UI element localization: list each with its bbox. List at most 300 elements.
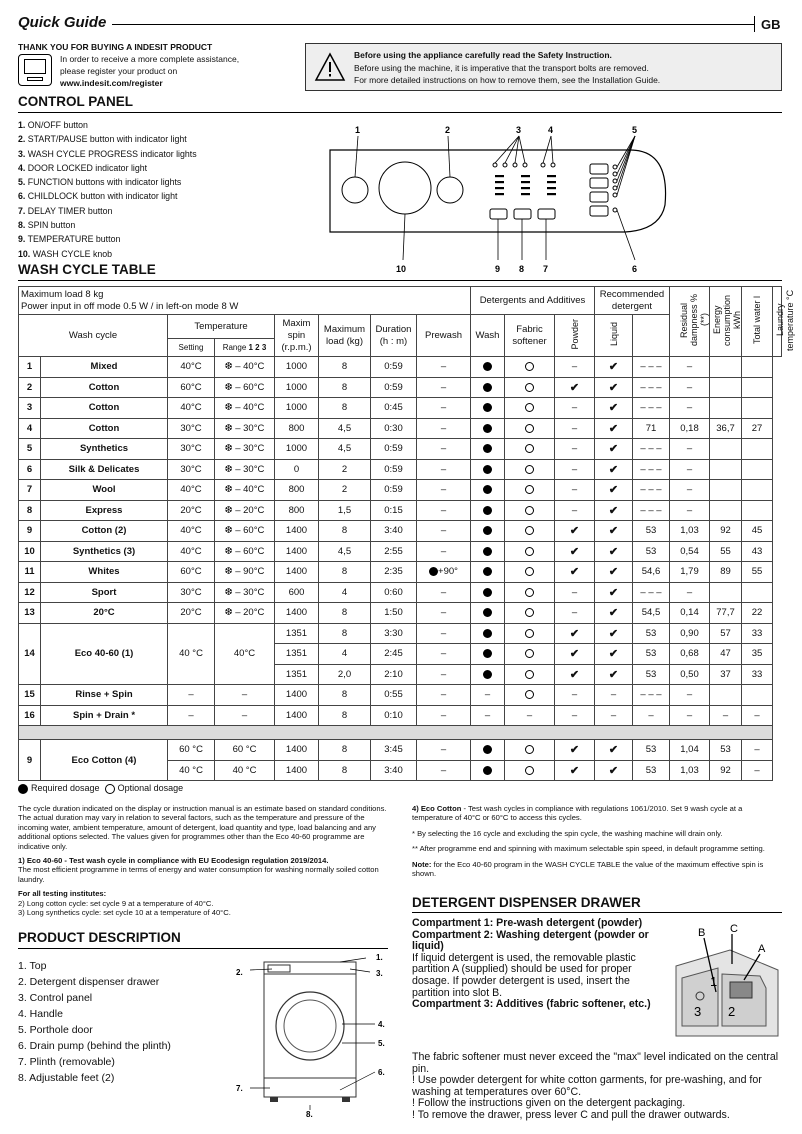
table-cell: 0:59 bbox=[371, 459, 417, 480]
table-cell bbox=[471, 760, 505, 781]
table-cell: 20°C bbox=[41, 603, 168, 624]
control-panel-item: 4. DOOR LOCKED indicator light bbox=[18, 162, 148, 173]
product-part-item: 2. Detergent dispenser drawer bbox=[18, 976, 160, 988]
table-cell: 800 bbox=[275, 480, 319, 501]
control-panel-item: 2. START/PAUSE button with indicator light bbox=[18, 134, 187, 145]
register-url[interactable]: www.indesit.com/register bbox=[60, 78, 163, 88]
table-cell: ✔ bbox=[555, 664, 595, 685]
table-cell: – bbox=[417, 740, 471, 761]
table-cell: 60°C bbox=[168, 377, 215, 398]
control-panel-item: 6. CHILDLOCK button with indicator light bbox=[18, 191, 178, 202]
table-cell: 8 bbox=[319, 562, 371, 583]
table-cell: ❆ – 40°C bbox=[215, 480, 275, 501]
table-cell: ✔ bbox=[595, 521, 633, 542]
table-cell: 0:59 bbox=[371, 357, 417, 378]
optional-ring-icon bbox=[525, 362, 534, 371]
table-row bbox=[19, 582, 782, 603]
table-cell: – – – bbox=[633, 357, 670, 378]
table-cell: ✔ bbox=[595, 500, 633, 521]
table-cell: 36,7 bbox=[710, 418, 742, 439]
table-cell: – bbox=[417, 521, 471, 542]
table-cell: – bbox=[670, 500, 710, 521]
table-cell: – bbox=[670, 582, 710, 603]
safety-line-2: For more detailed instructions on how to remove them, see the Installation Guide. bbox=[354, 75, 661, 85]
water-header: Total water l bbox=[742, 287, 773, 357]
callout-1: 1. bbox=[376, 953, 383, 962]
table-cell bbox=[505, 685, 555, 706]
table-cell: 60 °C bbox=[168, 740, 215, 761]
table-cell: 1000 bbox=[275, 439, 319, 460]
table-cell: Synthetics (3) bbox=[41, 541, 168, 562]
table-cell: 1400 bbox=[275, 603, 319, 624]
table-cell bbox=[471, 582, 505, 603]
product-part-item: 7. Plinth (removable) bbox=[18, 1056, 115, 1068]
table-cell: 12 bbox=[19, 582, 41, 603]
required-dot-icon bbox=[483, 745, 492, 754]
table-cell: – bbox=[670, 357, 710, 378]
table-cell: – bbox=[417, 439, 471, 460]
callout-10: 10 bbox=[396, 264, 407, 274]
optional-ring-icon bbox=[525, 465, 534, 474]
table-cell: ✔ bbox=[595, 603, 633, 624]
table-cell: – bbox=[670, 705, 710, 726]
table-cell bbox=[742, 459, 773, 480]
table-cell bbox=[742, 377, 773, 398]
table-cell: 55 bbox=[742, 562, 773, 583]
callout-2: 2 bbox=[445, 125, 451, 135]
required-dot-icon bbox=[483, 608, 492, 617]
table-cell: Sport bbox=[41, 582, 168, 603]
table-cell bbox=[505, 377, 555, 398]
safety-title: Before using the appliance carefully read the Safety Instruction. bbox=[354, 50, 612, 60]
header-tick bbox=[754, 16, 755, 32]
range-header: Range 1 2 3 bbox=[215, 339, 275, 357]
table-cell: 20°C bbox=[168, 603, 215, 624]
table-cell: – bbox=[670, 685, 710, 706]
table-cell: 0,54 bbox=[670, 541, 710, 562]
table-cell: 40°C bbox=[168, 541, 215, 562]
energy-header: Energy consumption kWh bbox=[710, 287, 742, 357]
table-cell: 600 bbox=[275, 582, 319, 603]
computer-icon bbox=[18, 54, 52, 86]
table-row bbox=[19, 439, 782, 460]
table-cell: 1000 bbox=[275, 357, 319, 378]
table-row bbox=[19, 377, 782, 398]
detergent-drawer-heading: DETERGENT DISPENSER DRAWER bbox=[412, 895, 641, 910]
eco-note: 1) Eco 40-60 - Test wash cycle in compliance with EU Ecodesign regulation 2019/2014. The most efficient programme in terms of energy and water consumption for washing normally soiled cotton laundry. bbox=[18, 856, 379, 884]
table-cell bbox=[471, 623, 505, 644]
table-cell: – bbox=[417, 418, 471, 439]
safety-line-1: Before using the machine, it is imperative that the transport bolts are removed. bbox=[354, 63, 649, 73]
table-cell: 0:15 bbox=[371, 500, 417, 521]
table-cell: 14 bbox=[19, 623, 41, 685]
optional-ring-icon bbox=[525, 403, 534, 412]
table-cell: ✔ bbox=[555, 521, 595, 542]
table-cell: 0:55 bbox=[371, 685, 417, 706]
table-cell: 2 bbox=[319, 459, 371, 480]
table-cell: – bbox=[215, 705, 275, 726]
table-cell: – bbox=[417, 500, 471, 521]
table-row bbox=[19, 705, 782, 726]
optional-ring-icon bbox=[105, 784, 115, 794]
table-cell bbox=[505, 603, 555, 624]
table-cell bbox=[471, 562, 505, 583]
product-part-item: 4. Handle bbox=[18, 1008, 63, 1020]
function-buttons bbox=[590, 164, 617, 216]
table-row bbox=[19, 740, 782, 761]
table-cell: 2,0 bbox=[319, 664, 371, 685]
table-cell: – bbox=[670, 398, 710, 419]
optional-ring-icon bbox=[525, 690, 534, 699]
table-cell: – bbox=[555, 357, 595, 378]
table-cell: 53 bbox=[633, 541, 670, 562]
optional-ring-icon bbox=[525, 424, 534, 433]
table-cell: 5 bbox=[19, 439, 41, 460]
table-cell: 0:60 bbox=[371, 582, 417, 603]
table-cell: – – – bbox=[633, 377, 670, 398]
display-segments bbox=[495, 175, 556, 195]
table-cell: ❆ – 60°C bbox=[215, 521, 275, 542]
table-cell: 1,79 bbox=[670, 562, 710, 583]
table-row bbox=[19, 398, 782, 419]
table-cell: – bbox=[555, 685, 595, 706]
footnotes bbox=[412, 804, 784, 884]
table-cell bbox=[742, 398, 773, 419]
table-cell: ✔ bbox=[595, 664, 633, 685]
required-dot-icon bbox=[483, 383, 492, 392]
table-cell: 8 bbox=[319, 760, 371, 781]
table-cell: 0,14 bbox=[670, 603, 710, 624]
detergent-tips: The fabric softener must never exceed the "max" level indicated on the central pin. ! Use powder detergent for white cotton garments, for pre-washing, and for washing at temperatures over 60°C. ! Follow the instructions given on the detergent packaging. ! To remove the drawer, press lever C and pull the drawer outwards. bbox=[412, 1051, 779, 1121]
product-part-item: 5. Porthole door bbox=[18, 1024, 93, 1036]
required-dot-icon bbox=[483, 649, 492, 658]
table-cell: – bbox=[505, 705, 555, 726]
table-cell: – – – bbox=[633, 398, 670, 419]
duration-note: The cycle duration indicated on the display or instruction manual is an estimate based on standard conditions. The actual duration may vary in relation to several factors, such as the temperature and pressure of the incoming water, ambient temperature, amount of detergent, load quantity and type, load balancing and any additional options selected. The values given for programmes other than the Eco 40-60 programme are indicative only. bbox=[18, 804, 387, 851]
table-row bbox=[19, 541, 782, 562]
table-cell bbox=[505, 582, 555, 603]
section-rule bbox=[412, 912, 782, 913]
required-dot-icon bbox=[483, 444, 492, 453]
table-cell: 1400 bbox=[275, 685, 319, 706]
table-cell bbox=[505, 541, 555, 562]
control-panel-item: 8. SPIN button bbox=[18, 220, 76, 231]
table-cell: ❆ – 60°C bbox=[215, 541, 275, 562]
table-cell: 8 bbox=[319, 705, 371, 726]
table-cell: – bbox=[555, 480, 595, 501]
control-panel-diagram bbox=[325, 120, 670, 280]
table-cell: 0,50 bbox=[670, 664, 710, 685]
table-cell: 0,68 bbox=[670, 644, 710, 665]
table-cell: 40°C bbox=[168, 357, 215, 378]
table-cell: ❆ – 20°C bbox=[215, 603, 275, 624]
table-cell: Whites bbox=[41, 562, 168, 583]
table-cell bbox=[505, 521, 555, 542]
table-cell: – bbox=[710, 705, 742, 726]
temperature-header: Temperature bbox=[168, 315, 275, 339]
table-cell: 27 bbox=[742, 418, 773, 439]
required-dot-icon bbox=[483, 424, 492, 433]
table-cell: Cotton bbox=[41, 398, 168, 419]
table-cell: 0:30 bbox=[371, 418, 417, 439]
language-code: GB bbox=[761, 17, 781, 32]
table-cell: Cotton (2) bbox=[41, 521, 168, 542]
table-cell: 4 bbox=[319, 582, 371, 603]
table-cell: 43 bbox=[742, 541, 773, 562]
dispenser-drawer-diagram bbox=[670, 918, 782, 1046]
compartment-2: Compartment 2: Washing detergent (powder or liquid) bbox=[412, 928, 649, 953]
table-cell bbox=[471, 644, 505, 665]
table-cell bbox=[505, 439, 555, 460]
section-rule bbox=[18, 280, 782, 281]
optional-ring-icon bbox=[525, 629, 534, 638]
section-rule bbox=[18, 948, 388, 949]
table-cell: ❆ – 30°C bbox=[215, 439, 275, 460]
table-cell bbox=[505, 760, 555, 781]
table-cell: – bbox=[168, 705, 215, 726]
table-cell: – bbox=[417, 705, 471, 726]
table-cell: 0 bbox=[275, 459, 319, 480]
table-cell bbox=[742, 582, 773, 603]
table-cell: 92 bbox=[710, 760, 742, 781]
progress-indicator-lights bbox=[493, 163, 555, 167]
callout-8: 8 bbox=[519, 264, 525, 274]
table-cell: 1,04 bbox=[670, 740, 710, 761]
table-cell: 2 bbox=[19, 377, 41, 398]
required-dot-icon bbox=[483, 567, 492, 576]
thanks-line-2: please register your product on bbox=[60, 66, 178, 76]
table-cell: 8 bbox=[319, 377, 371, 398]
washer-front-diagram bbox=[230, 950, 395, 1120]
table-cell: ✔ bbox=[555, 377, 595, 398]
table-cell: 9 bbox=[19, 740, 41, 781]
label-c: C bbox=[730, 923, 738, 935]
table-cell bbox=[710, 459, 742, 480]
table-cell bbox=[742, 500, 773, 521]
table-cell: 54,6 bbox=[633, 562, 670, 583]
table-cell: ❆ – 40°C bbox=[215, 357, 275, 378]
table-cell: 22 bbox=[742, 603, 773, 624]
table-cell: ✔ bbox=[595, 562, 633, 583]
table-cell: – bbox=[595, 685, 633, 706]
table-cell: – bbox=[168, 685, 215, 706]
required-dot-icon bbox=[483, 526, 492, 535]
spin-drain-note: * By selecting the 16 cycle and excluding the spin cycle, the washing machine will drain only. bbox=[412, 828, 723, 838]
callout-5: 5. bbox=[378, 1039, 385, 1048]
table-cell: 8 bbox=[319, 740, 371, 761]
table-cell: 3 bbox=[19, 398, 41, 419]
table-cell: – bbox=[670, 480, 710, 501]
table-cell: – bbox=[417, 541, 471, 562]
table-cell: – bbox=[417, 357, 471, 378]
table-cell bbox=[710, 439, 742, 460]
table-cell: 1400 bbox=[275, 705, 319, 726]
table-cell: 60 °C bbox=[215, 740, 275, 761]
table-cell: 57 bbox=[710, 623, 742, 644]
control-panel-item: 10. WASH CYCLE knob bbox=[18, 248, 113, 259]
table-cell: 33 bbox=[742, 664, 773, 685]
table-cell: 4 bbox=[319, 644, 371, 665]
table-cell: 40°C bbox=[168, 521, 215, 542]
table-row bbox=[19, 603, 782, 624]
compartment-1: Compartment 1: Pre-wash detergent (powder) bbox=[412, 917, 643, 929]
table-cell: 0,18 bbox=[670, 418, 710, 439]
table-cell: 4,5 bbox=[319, 418, 371, 439]
load-header: Maximum load (kg) bbox=[319, 315, 371, 357]
optional-ring-icon bbox=[525, 526, 534, 535]
table-cell: 47 bbox=[710, 644, 742, 665]
table-cell: – bbox=[417, 603, 471, 624]
table-cell: 37 bbox=[710, 664, 742, 685]
table-spacer bbox=[19, 726, 782, 740]
table-cell: 71 bbox=[633, 418, 670, 439]
table-cell bbox=[710, 398, 742, 419]
table-cell bbox=[471, 418, 505, 439]
table-cell: 33 bbox=[742, 623, 773, 644]
dosage-legend: Required dosage Optional dosage bbox=[18, 783, 183, 794]
table-cell bbox=[471, 664, 505, 685]
table-cell: 1351 bbox=[275, 664, 319, 685]
table-cell bbox=[471, 603, 505, 624]
table-cell bbox=[471, 439, 505, 460]
table-cell bbox=[471, 459, 505, 480]
table-cell bbox=[710, 377, 742, 398]
table-cell: 11 bbox=[19, 562, 41, 583]
quick-guide-title: Quick Guide bbox=[18, 14, 107, 31]
optional-ring-icon bbox=[525, 649, 534, 658]
table-cell bbox=[505, 459, 555, 480]
table-row bbox=[19, 418, 782, 439]
table-cell: 30°C bbox=[168, 418, 215, 439]
table-row bbox=[19, 459, 782, 480]
table-cell bbox=[471, 357, 505, 378]
wash-cycle-header: Wash cycle bbox=[19, 315, 168, 357]
table-cell: Mixed bbox=[41, 357, 168, 378]
table-cell bbox=[505, 664, 555, 685]
table-cell: Cotton bbox=[41, 377, 168, 398]
table-cell: ✔ bbox=[595, 480, 633, 501]
table-cell: 1,5 bbox=[319, 500, 371, 521]
product-part-item: 8. Adjustable feet (2) bbox=[18, 1072, 115, 1084]
table-cell bbox=[505, 623, 555, 644]
required-dot-icon bbox=[483, 403, 492, 412]
optional-ring-icon bbox=[525, 506, 534, 515]
optional-ring-icon bbox=[525, 670, 534, 679]
table-cell: 16 bbox=[19, 705, 41, 726]
table-cell: Express bbox=[41, 500, 168, 521]
table-cell: ✔ bbox=[555, 541, 595, 562]
table-cell: ❆ – 40°C bbox=[215, 398, 275, 419]
table-cell: – bbox=[742, 740, 773, 761]
table-cell: ✔ bbox=[595, 740, 633, 761]
table-cell: 10 bbox=[19, 541, 41, 562]
table-cell: ❆ – 30°C bbox=[215, 582, 275, 603]
spin-value-note: Note: for the Eco 40-60 program in the WASH CYCLE TABLE the value of the maximum effective spin is shown. bbox=[412, 859, 764, 879]
temperature-button-shape bbox=[490, 209, 507, 219]
control-panel-item: 5. FUNCTION buttons with indicator lights bbox=[18, 177, 182, 188]
required-dot-icon bbox=[483, 766, 492, 775]
table-cell: 40°C bbox=[168, 398, 215, 419]
optional-ring-icon bbox=[525, 766, 534, 775]
table-cell: 20°C bbox=[168, 500, 215, 521]
table-cell bbox=[471, 377, 505, 398]
table-cell: 40 °C bbox=[168, 623, 215, 685]
table-cell: Synthetics bbox=[41, 439, 168, 460]
header-rule bbox=[112, 24, 754, 25]
table-cell: 77,7 bbox=[710, 603, 742, 624]
table-cell: 1400 bbox=[275, 760, 319, 781]
softener-header: Fabric softener bbox=[505, 315, 555, 357]
table-cell bbox=[505, 562, 555, 583]
table-cell bbox=[742, 480, 773, 501]
table-cell: – bbox=[417, 377, 471, 398]
table-cell: ✔ bbox=[595, 623, 633, 644]
table-cell bbox=[505, 418, 555, 439]
table-cell: 3:45 bbox=[371, 740, 417, 761]
table-cell: 8 bbox=[319, 603, 371, 624]
table-cell bbox=[471, 480, 505, 501]
table-cell: ✔ bbox=[595, 459, 633, 480]
table-cell: 1351 bbox=[275, 623, 319, 644]
table-cell bbox=[471, 398, 505, 419]
table-cell: 1400 bbox=[275, 562, 319, 583]
table-cell: – bbox=[670, 459, 710, 480]
required-dot-icon bbox=[18, 784, 28, 794]
table-cell bbox=[710, 480, 742, 501]
table-cell: ✔ bbox=[595, 398, 633, 419]
table-cell: – bbox=[417, 459, 471, 480]
required-dot-icon bbox=[483, 670, 492, 679]
table-cell: 1400 bbox=[275, 541, 319, 562]
table-cell: ✔ bbox=[595, 582, 633, 603]
product-part-item: 1. Top bbox=[18, 960, 47, 972]
table-cell bbox=[505, 644, 555, 665]
table-cell: – – – bbox=[633, 500, 670, 521]
callout-6: 6 bbox=[632, 264, 638, 274]
table-cell: Cotton bbox=[41, 418, 168, 439]
table-cell bbox=[505, 740, 555, 761]
table-cell bbox=[471, 500, 505, 521]
table-row bbox=[19, 480, 782, 501]
table-cell: 13 bbox=[19, 603, 41, 624]
table-cell bbox=[710, 582, 742, 603]
table-cell: ✔ bbox=[595, 418, 633, 439]
control-panel-heading: CONTROL PANEL bbox=[18, 94, 134, 109]
table-cell: 30°C bbox=[168, 439, 215, 460]
table-cell: 1400 bbox=[275, 521, 319, 542]
table-cell: 3:40 bbox=[371, 760, 417, 781]
table-cell: – bbox=[471, 685, 505, 706]
table-cell: – bbox=[555, 439, 595, 460]
table-cell: 3:40 bbox=[371, 521, 417, 542]
table-cell: – bbox=[417, 644, 471, 665]
table-cell: – bbox=[417, 582, 471, 603]
table-cell: ✔ bbox=[555, 623, 595, 644]
table-cell: 54,5 bbox=[633, 603, 670, 624]
table-cell: 2 bbox=[319, 480, 371, 501]
callout-9: 9 bbox=[495, 264, 501, 274]
optional-ring-icon bbox=[525, 608, 534, 617]
optional-ring-icon bbox=[525, 567, 534, 576]
wash-cycle-table-heading: WASH CYCLE TABLE bbox=[18, 262, 156, 277]
callout-6: 6. bbox=[378, 1068, 385, 1077]
compartment-3: Compartment 3: Additives (fabric softener, etc.) bbox=[412, 998, 651, 1011]
table-cell: ❆ – 30°C bbox=[215, 418, 275, 439]
label-a: A bbox=[758, 943, 766, 955]
table-cell: ❆ – 90°C bbox=[215, 562, 275, 583]
table-cell: 92 bbox=[710, 521, 742, 542]
table-cell: 40°C bbox=[168, 480, 215, 501]
